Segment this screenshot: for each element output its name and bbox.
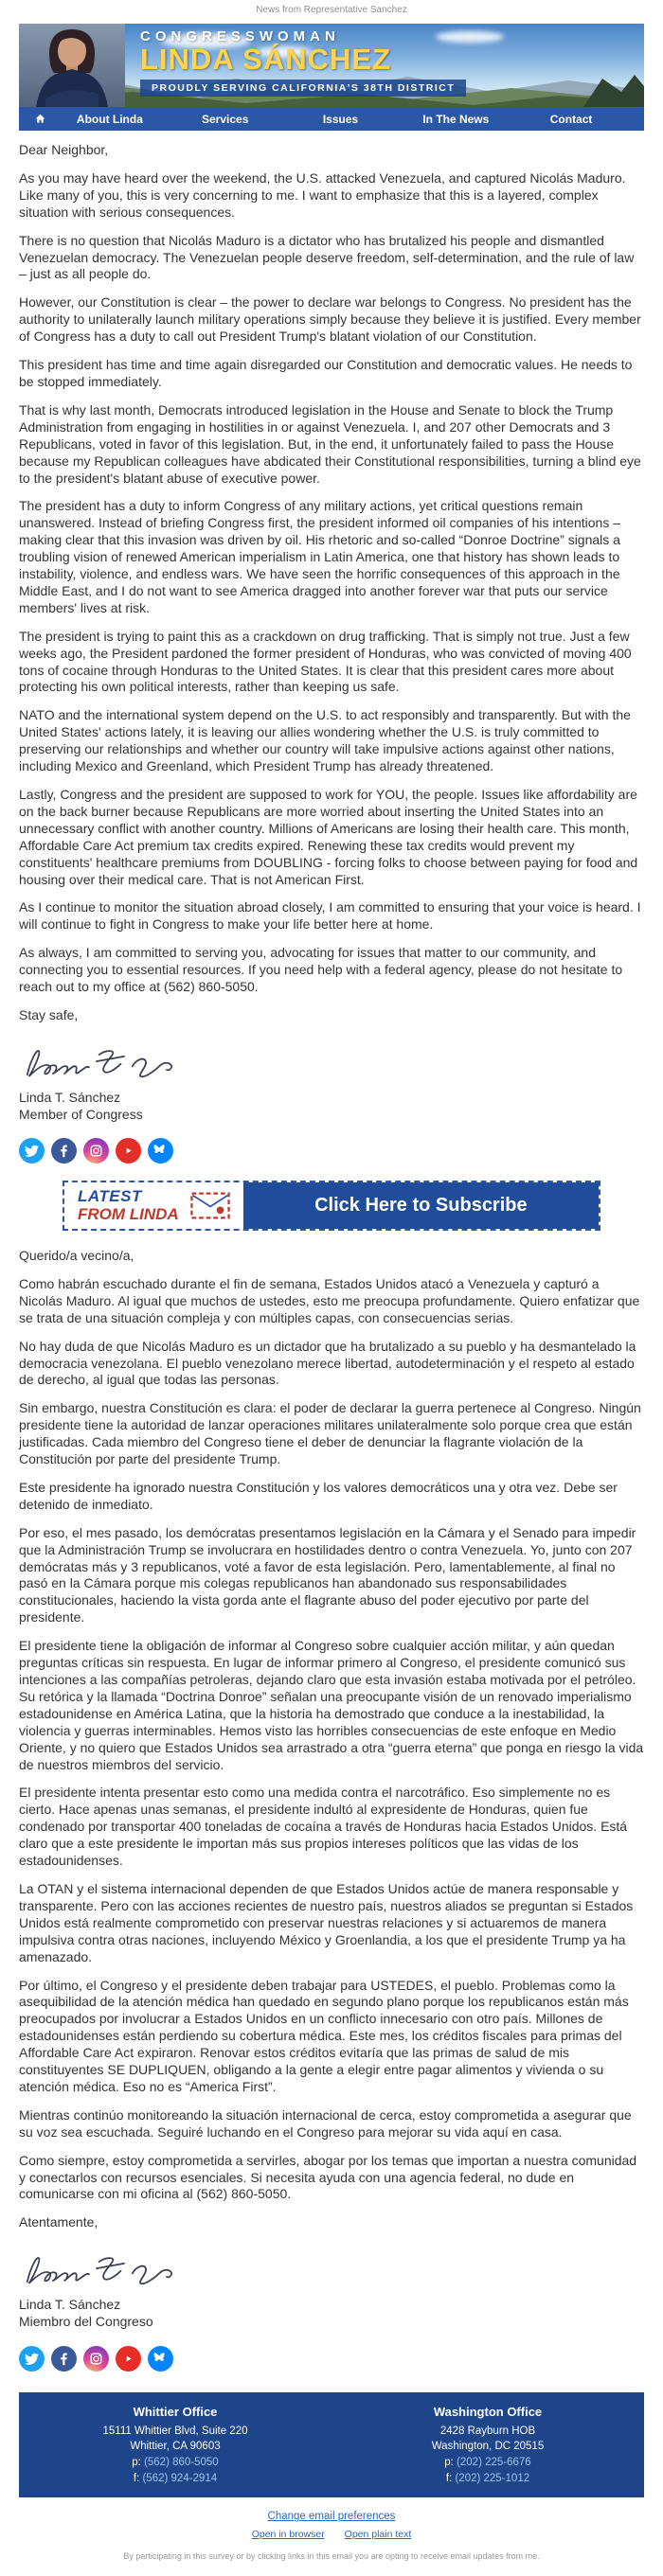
signature-name: Linda T. Sánchez bbox=[19, 1089, 121, 1105]
instagram-icon[interactable] bbox=[83, 1138, 109, 1164]
subscribe-banner[interactable] bbox=[63, 1181, 600, 1231]
signature-image bbox=[19, 2245, 194, 2294]
fax-link[interactable]: (202) 225-1012 bbox=[455, 2472, 530, 2484]
paragraph-es: Por último, el Congreso y el presidente deben trabajar para USTEDES, el pueblo. Problemas como la asequibilidad de la atención médica han quedado en segundo plano porque los republicanos están más preocupados por involucrar a Estados Unidos en un conflicto innecesario con otro país. Millones de estadounidenses están perdiendo su cobertura médica. Este mes, los créditos fiscales para primas del Affordable Care Act expiraron. Renovar estos créditos evitaría que las primas de salud de mis constituyentes SE DUPLIQUEN, obligando a la gente a elegir entre pagar alimentos y vivienda o su atención médica. Eso no es “America First”. bbox=[19, 1977, 629, 2094]
paragraph-en: However, our Constitution is clear – the power to declare war belongs to Congress. No president has the authority to unilaterally launch military operations simply because they believe it is justified. Every member of Congress has a duty to call out President Trump's blatant violation of our Constitution. bbox=[19, 294, 641, 345]
office-phone-line: p: (562) 860-5050 bbox=[132, 2456, 219, 2468]
nav-bar bbox=[19, 107, 644, 131]
office-address-line: 15111 Whittier Blvd, Suite 220 bbox=[102, 2425, 248, 2437]
paragraph-es: Este presidente ha ignorado nuestra Constitución y los valores democráticos una y otra vez. Debe ser detenido de inmediato. bbox=[19, 1479, 618, 1512]
youtube-icon[interactable] bbox=[116, 2346, 141, 2372]
nav-item-issues[interactable]: Issues bbox=[322, 112, 359, 126]
office-address-line: 2428 Rayburn HOB bbox=[439, 2425, 536, 2437]
nav-item-contact[interactable]: Contact bbox=[549, 112, 593, 126]
footer bbox=[19, 2392, 644, 2498]
bluesky-icon[interactable] bbox=[148, 2346, 173, 2372]
nav-item-in-the-news[interactable]: In The News bbox=[422, 112, 490, 126]
signature-title: Miembro del Congreso bbox=[19, 2314, 153, 2330]
home-icon[interactable] bbox=[34, 113, 46, 125]
banner-title-block bbox=[140, 28, 466, 97]
banner-congresswoman-label: CONGRESSWOMAN bbox=[140, 28, 340, 44]
signature-block-en bbox=[19, 1038, 644, 1123]
phone-link[interactable]: (202) 225-6676 bbox=[457, 2456, 531, 2468]
office-fax-line: f: (562) 924-2914 bbox=[133, 2472, 218, 2484]
paragraph-es: Como siempre, estoy comprometida a servirles, abogar por los temas que importan a nuestra comunidad y conectarlos con recursos esenciales. Si necesita ayuda con una agencia federal, no dude en comunicarse con mi oficina al (562) 860-5050. bbox=[19, 2152, 637, 2202]
bluesky-icon[interactable] bbox=[148, 1138, 173, 1164]
open-plain-text-link[interactable]: Open plain text bbox=[344, 2529, 412, 2541]
facebook-icon[interactable] bbox=[51, 2346, 77, 2372]
paragraph-en: As always, I am committed to serving you, advocating for issues that matter to our community, and connecting you to essential resources. If you need help with a federal agency, please do not hesitate to reach out to my office at (562) 860-5050. bbox=[19, 945, 623, 995]
paragraph-es: Mientras continúo monitoreando la situación internacional de cerca, estoy comprometida a asegurar que su voz sea escuchada. Seguiré luchando en el Congreso para mejorar su vida aquí en casa. bbox=[19, 2106, 632, 2140]
paragraph-en: The president is trying to paint this as a crackdown on drug trafficking. That is simply not true. Just a few weeks ago, the President pardoned the former president of Honduras, who was convicted of moving 400 tons of cocaine through Honduras to the United States. It is clear that this president cares more about protecting his own political interests, rather than keeping us safe. bbox=[19, 628, 632, 695]
office-address-line: Washington, DC 20515 bbox=[431, 2441, 545, 2453]
social-icons-row bbox=[19, 2346, 644, 2372]
youtube-icon[interactable] bbox=[116, 1138, 141, 1164]
subscribe-label-block bbox=[64, 1182, 243, 1229]
paragraph-es: El presidente intenta presentar esto como una medida contra el narcotráfico. Eso simplemente no es cierto. Hace apenas unas semanas, el presidente indultó al expresidente de Honduras, quien fue condenado por transportar 400 toneladas de cocaína a través de Honduras hacia Estados Unidos. Está claro que a este presidente le importan más sus propios intereses políticos que las vidas de los estadounidenses. bbox=[19, 1785, 628, 1869]
preheader-text: News from Representative Sanchez bbox=[256, 5, 407, 15]
office-name: Washington Office bbox=[433, 2404, 543, 2419]
signature-block-es bbox=[19, 2245, 644, 2330]
office-washington bbox=[332, 2404, 644, 2487]
phone-link[interactable]: (562) 860-5050 bbox=[144, 2456, 219, 2468]
subscribe-latest-label: LATEST bbox=[78, 1187, 142, 1206]
salutation-en: Dear Neighbor, bbox=[19, 142, 109, 157]
envelope-icon bbox=[190, 1192, 230, 1219]
open-in-browser-link[interactable]: Open in browser bbox=[251, 2529, 325, 2541]
change-email-preferences-link[interactable]: Change email preferences bbox=[267, 2511, 396, 2523]
paragraph-en: As I continue to monitor the situation abroad closely, I am committed to ensuring that your voice is heard. I will continue to fight in Congress to make your life better here at home. bbox=[19, 899, 641, 933]
paragraph-en: Lastly, Congress and the president are supposed to work for YOU, the people. Issues like affordability are on the back burner because Republicans are more worried about inserting the United States into an unnecessary conflict with another country. Millions of Americans are losing their health care. This month, Affordable Care Act premium tax credits expired. Renewing these tax credits would prevent my constituents' healthcare premiums from DOUBLING - forcing folks to choose between paying for food and housing over their medical care. That is not American First. bbox=[19, 787, 638, 887]
office-name: Whittier Office bbox=[133, 2404, 218, 2419]
banner-tagline: PROUDLY SERVING CALIFORNIA'S 38TH DISTRICT bbox=[140, 80, 466, 97]
office-fax-line: f: (202) 225-1012 bbox=[445, 2472, 530, 2484]
paragraph-es: Por eso, el mes pasado, los demócratas presentamos legislación en la Cámara y el Senado para impedir que la Administración Trump se involucrara en hostilidades dentro o contra Venezuela. Yo, junto con 207 demócratas más y 3 republicanos, voté a favor de esta legislación. Pero, lamentablemente, al final no pasó en la Cámara porque mis colegas republicanos han abandonado sus responsabilidades constitucionales, haciendo la vista gorda ante el flagrante abuso del poder ejecutivo por parte del presidente. bbox=[19, 1524, 636, 1626]
closing-en: Stay safe, bbox=[19, 1006, 79, 1022]
fine-print: By participating in this survey or by clicking links in this email you are opting to receive email updates from me. bbox=[123, 2551, 540, 2562]
instagram-icon[interactable] bbox=[83, 2346, 109, 2372]
portrait-photo bbox=[19, 24, 125, 107]
signature-image bbox=[19, 1038, 194, 1087]
nav-item-services[interactable]: Services bbox=[202, 112, 249, 126]
letter-spanish bbox=[19, 1248, 644, 2372]
office-phone-line: p: (202) 225-6676 bbox=[444, 2456, 531, 2468]
paragraph-en: That is why last month, Democrats introduced legislation in the House and Senate to block the Trump Administration from engaging in hostilities in or against Venezuela. I, and 207 other Democrats and 3 Republicans, voted in favor of this legislation. But, in the end, it unfortunately failed to pass the House because my Republican colleagues have abdicated their Constitutional responsibilities, turning a blind eye to the president's blatant abuse of executive power. bbox=[19, 401, 641, 486]
nav-item-about-linda[interactable]: About Linda bbox=[76, 112, 143, 126]
paragraph-es: Como habrán escuchado durante el fin de semana, Estados Unidos atacó a Venezuela y capturó a Nicolás Maduro. Al igual que muchos de ustedes, esto me preocupa profundamente. Quiero enfatizar que se trata de una situación compleja y con múltiples capas, con consecuencias serias. bbox=[19, 1275, 640, 1325]
fax-link[interactable]: (562) 924-2914 bbox=[142, 2472, 218, 2484]
paragraph-en: This president has time and time again disregarded our Constitution and democratic values. He needs to be stopped immediately. bbox=[19, 357, 633, 389]
signature-name: Linda T. Sánchez bbox=[19, 2297, 121, 2313]
signature-title: Member of Congress bbox=[19, 1107, 143, 1123]
paragraph-en: As you may have heard over the weekend, the U.S. attacked Venezuela, and captured Nicolás Maduro. Like many of you, this is very concerning to me. I want to emphasize that this is a layered, complex situation with serious consequences. bbox=[19, 169, 626, 220]
paragraph-en: The president has a duty to inform Congress of any military actions, yet critical questions remain unanswered. Instead of briefing Congress first, the president informed oil companies of his intentions – making clear that this invasion was driven by oil. His rhetoric and so-called “Donroe Doctrine” signals a troubling vision of renewed American imperialism in Latin America, one that history has shown leads to instability, violence, and endless wars. We have seen the horrific consequences of this approach in the Middle East, and I do not want to see America dragged into another forever war that puts our service members' lives at risk. bbox=[19, 498, 621, 615]
salutation-es: Querido/a vecino/a, bbox=[19, 1247, 134, 1263]
header-banner bbox=[19, 24, 644, 107]
subscribe-from-linda-label: FROM LINDA bbox=[78, 1204, 179, 1223]
social-icons-row bbox=[19, 1138, 644, 1164]
paragraph-es: El presidente tiene la obligación de informar al Congreso sobre cualquier acción militar, y aún quedan preguntas críticas sin respuesta. En lugar de informar primero al Congreso, el presidente comunicó sus intenciones a las compañías petroleras, dejando claro que esta invasión estaba motivada por el petróleo. Su retórica y la llamada “Doctrina Donroe” señalan una preocupante visión de un renovado imperialismo estadounidense en América Latina, que la historia ha demostrado que conduce a la inestabilidad, la violencia y guerras interminables. Hemos visto las horribles consecuencias de este enfoque en Medio Oriente, y no quiero que Estados Unidos sea arrastrado a otra “guerra eterna” que ponga en riesgo la vida de nuestros miembros del servicio. bbox=[19, 1638, 644, 1772]
twitter-icon[interactable] bbox=[19, 1138, 45, 1164]
office-address-line: Whittier, CA 90603 bbox=[130, 2441, 221, 2453]
twitter-icon[interactable] bbox=[19, 2346, 45, 2372]
paragraph-en: NATO and the international system depend on the U.S. to act responsibly and transparently. But with the United States' actions lately, it is leaving our allies wondering whether the U.S. is truly committed to preserving our relationships and whether our country will take impulsive actions against other nations, including Mexico and Greenland, which President Trump has already threatened. bbox=[19, 707, 631, 774]
letter-english bbox=[19, 142, 644, 1164]
banner-name: LINDA SÁNCHEZ bbox=[140, 43, 392, 76]
closing-es: Atentamente, bbox=[19, 2214, 99, 2230]
facebook-icon[interactable] bbox=[51, 1138, 77, 1164]
paragraph-en: There is no question that Nicolás Maduro is a dictator who has brutalized his people and dismantled Venezuelan democracy. The Venezuelan people deserve freedom, self-determination, and the rule of law – just as all people do. bbox=[19, 232, 635, 282]
bottom-links bbox=[0, 2497, 663, 2576]
paragraph-es: No hay duda de que Nicolás Maduro es un dictador que ha brutalizado a su pueblo y ha desmantelado la democracia venezolana. El pueblo venezolano merece libertad, autodeterminación y el respeto al estado de derecho, al igual que todas las personas. bbox=[19, 1338, 636, 1388]
paragraph-es: Sin embargo, nuestra Constitución es clara: el poder de declarar la guerra pertenece al Congreso. Ningún presidente tiene la autoridad de lanzar operaciones militares unilateralmente solo porque crea que están justificadas. Cada miembro del Congreso tiene el deber de denunciar la flagrante violación de la Constitución por parte del presidente Trump. bbox=[19, 1400, 641, 1467]
paragraph-es: La OTAN y el sistema internacional dependen de que Estados Unidos actúe de manera responsable y transparente. Pero con las acciones recientes de nuestro país, nuestros aliados se preguntan si Estados Unidos está realmente comprometido con preservar nuestras relaciones y si actuaremos de manera impulsiva contra otras naciones, incluyendo México y Groenlandia, a los que el presidente Trump ya ha amenazado. bbox=[19, 1880, 634, 1964]
office-whittier bbox=[19, 2404, 332, 2487]
subscribe-cta-button[interactable]: Click Here to Subscribe bbox=[243, 1182, 599, 1229]
